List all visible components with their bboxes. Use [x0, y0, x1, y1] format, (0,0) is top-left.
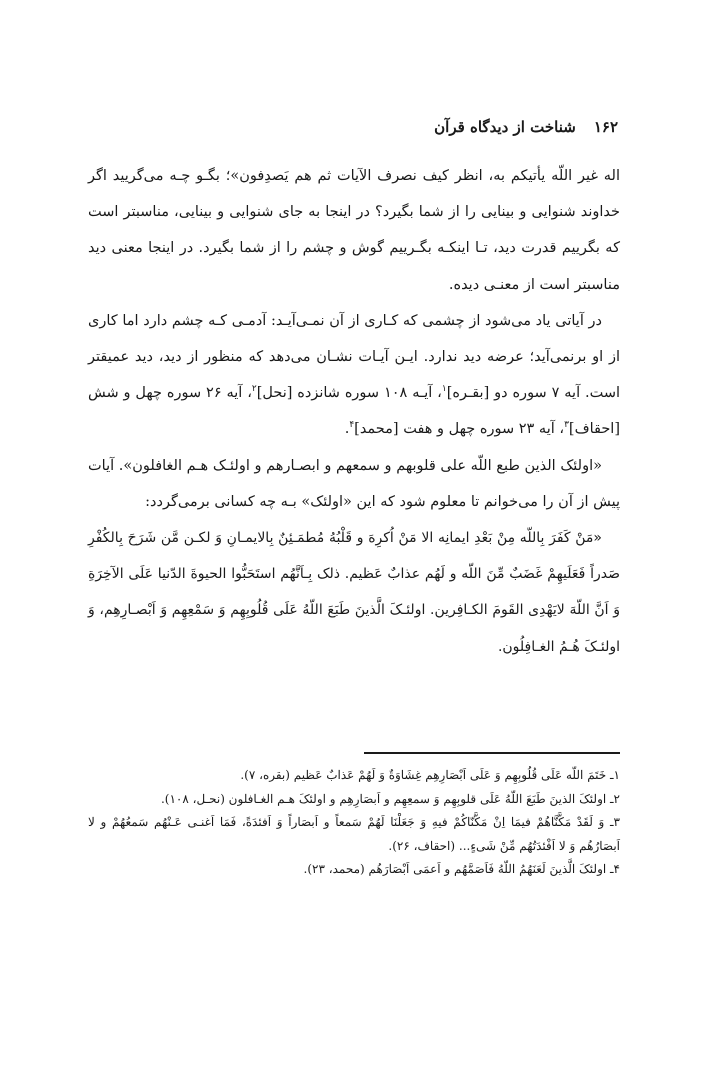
footnotes	[88, 764, 620, 882]
paragraph-2-text: در آیاتی یاد می‌شود از چشمی که کـاری از آن نمـی‌آیـد: آدمـی کـه چشم دارد اما کاری از او برنمی‌آید؛ عرضه دید ندارد. ایـن آیـات نشـان می‌دهد که منظور از دید، دید عمیقتر است. آیه ۷ سوره دو [بقـره]	[88, 312, 621, 402]
running-header	[434, 118, 618, 136]
footnote-2: ۲ـ اولئکَ الذینَ طَبَعَ اللّهُ عَلَی قلوبِهِم وَ سمعِهِم و اَبصَارِهِم و اولئکَ هـم الغـافلون (نحـل، ۱۰۸).	[160, 791, 620, 806]
footnote-1: ۱ـ خَتَمَ اللّه عَلَی قُلُوبِهِم وَ عَلَی اَبْصَارِهِم غِشَاوَةٌ وَ لَهُمْ عَذابٌ عَظیم (بقره، ۷).	[240, 768, 620, 782]
page-number: ۱۶۲	[593, 118, 618, 136]
footnote-3: ۳ـ وَ لَقَدْ مَکَّنَّاهُمْ فیمَا اِنْ مَکَّنّاکُمْ فیهِ وَ جَعَلْنَا لَهُمْ سَمعاً و اَبصَاراً وَ اَفئدَةً، فَمَا اَغنـی عَـنْهُم سَمعُهُمْ و لا اَبصَارُهُم وَ لا اَفْئدَتُهُم مِّنْ شَیءٍ... (احقاف، ۲۶).	[88, 815, 620, 853]
footnote-ref-2: ۲	[251, 384, 257, 395]
paragraph-1: اله غیر اللّه یأتیکم به، انظر کیف نصرف الآیات ثم هم یَصدِفون»؛ بگـو چـه می‌گریید اگر خداوند شنوایی و بینایی را از شما بگیرد؟ در اینجا به جای شنوایی و بینایی، مناسبتر است که بگرییم قدرت دید، تـا اینکـه بگـرییم گوش و چشم را از شما بگیرد. در اینجا معنی دید مناسبتر است از معنـی دیده.	[88, 168, 620, 293]
footnote-ref-3: ۳	[564, 420, 569, 431]
footnote-separator	[364, 752, 620, 754]
footnote-ref-1: ۱	[441, 384, 447, 395]
quran-quote: «مَنْ کَفَرَ بِاللّه مِنْ بَعْدِ ایمانِه الا مَنْ اُکرِهَ و قَلْبُهُ مُطمَـئِنٌ بِالایمـانِ وَ لکـن مَّن شَرَحَ بِالکُفْرِ صَدراً فَعَلَیهِمْ غَضَبٌ مِّنَ اللّه و لَهُم عذابٌ عَظیم. ذلک بِـاَنَّهُم استَحَبُّوا الحیوةَ الدّنیا عَلَی الآخِرَةِ وَ اَنَّ اللّهَ لایَهْدِی القَومَ الکـافِرین. اولئـکَ الَّذینَ طَبَعَ اللّهُ عَلَی قُلُوبِهِم وَ سَمْعِهِم وَ اَبْصـارِهِم، وَ اولئـکَ هُـمُ الغـافِلُون.	[88, 530, 620, 655]
footnote-ref-4: ۴	[349, 420, 355, 431]
paragraph-2-text-3: ، آیه ۲۶ سوره چهل و شش [احقاف]	[88, 385, 620, 438]
footnote-4: ۴ـ اولئکَ الَّذینَ لَعَنَهُمُ اللّهُ فَاَصَمَّهُم و اَعمَی اَبْصَارَهُم (محمد، ۲۳).	[303, 862, 620, 876]
body-text	[88, 158, 620, 665]
paragraph-3: «اولئک الذین طبع اللّه علی قلوبهم و سمعهم و ابصـارهم و اولئـک هـم الغافلون». آیات پیش از آن را می‌خوانم تا معلوم شود که این «اولئک» بـه چه کسانی برمی‌گردد:	[88, 457, 620, 510]
paragraph-2-text-5: .	[344, 421, 350, 438]
paragraph-2-text-4: ، آیه ۲۳ سوره چهل و هفت [محمد]	[354, 421, 565, 438]
paragraph-2	[88, 303, 620, 448]
book-title: شناخت از دیدگاه قرآن	[434, 118, 576, 136]
paragraph-2-text-2: ، آیـه ۱۰۸ سوره شانزده [نحل]	[256, 385, 442, 402]
